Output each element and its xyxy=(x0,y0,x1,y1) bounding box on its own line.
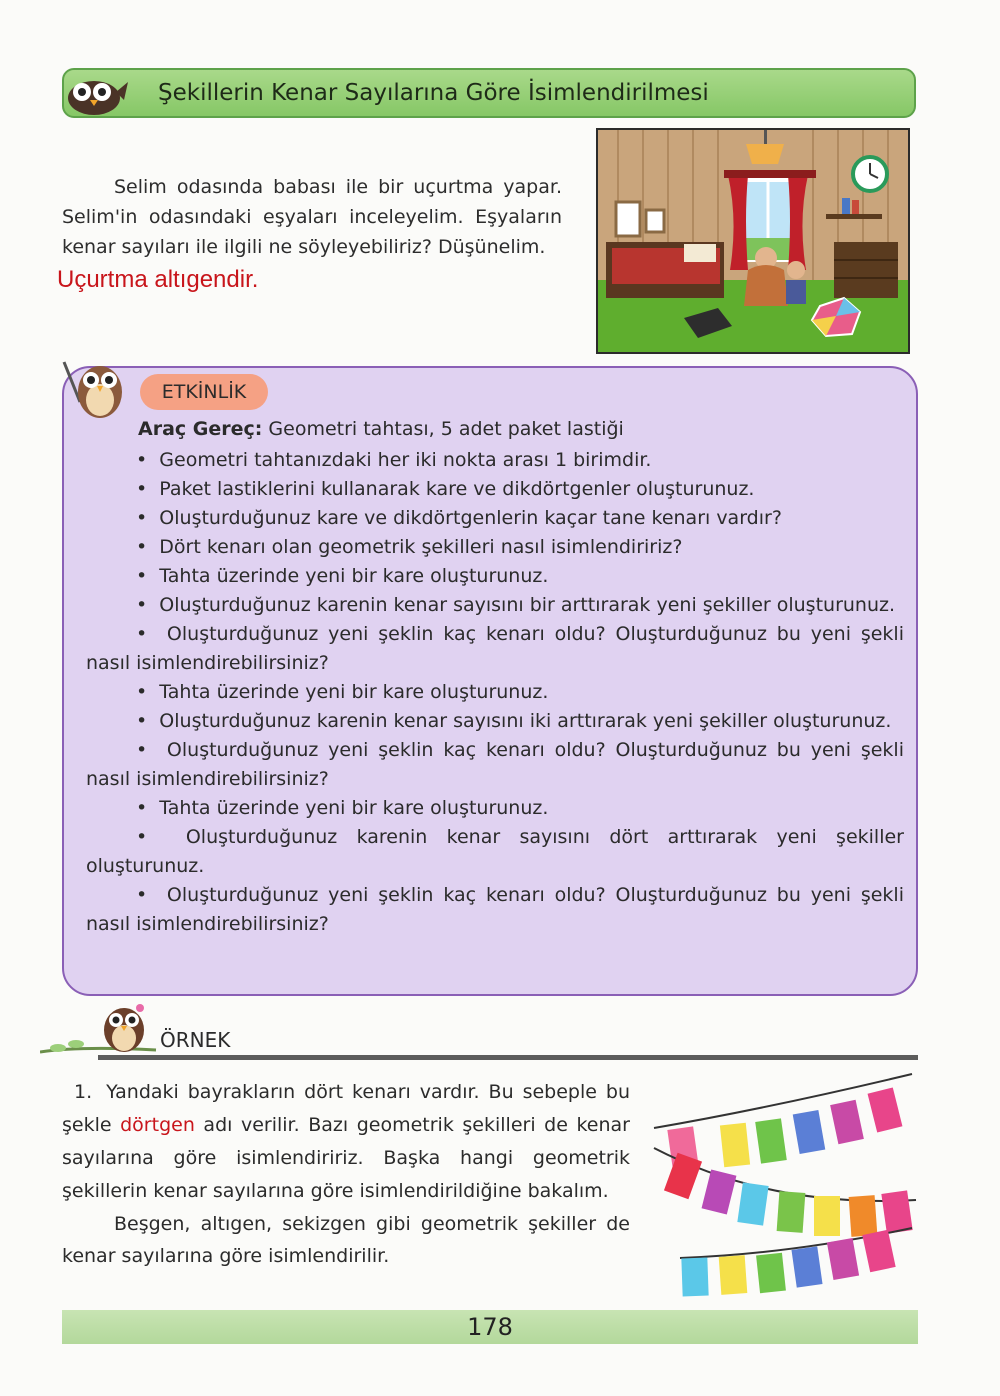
example-label: ÖRNEK xyxy=(160,1028,231,1052)
owl-with-pencil-icon xyxy=(58,352,138,422)
list-item: • Oluşturduğunuz karenin kenar sayısını bir arttırarak yeni şekiller oluşturunuz. xyxy=(86,591,904,620)
list-item: • Geometri tahtanızdaki her iki nokta arası 1 birimdir. xyxy=(86,446,904,475)
example-paragraph-2: Beşgen, altıgen, sekizgen gibi geometrik şekiller de kenar sayılarına göre isimlendirilir. xyxy=(62,1213,630,1267)
list-item: • Oluşturduğunuz yeni şeklin kaç kenarı oldu? Oluşturduğunuz bu yeni şekli nasıl isimlendirebilirsiniz? xyxy=(86,736,904,794)
example-number: 1. xyxy=(74,1081,93,1103)
answer-annotation: Uçurtma altıgendir. xyxy=(57,266,259,293)
example-text-part-1: Yandaki bayrakların dört kenarı vardır. Bu sebeple bu şekle xyxy=(62,1081,630,1136)
bedroom-scene-image xyxy=(598,130,908,352)
tools-label: Araç Gereç: xyxy=(138,418,263,440)
list-item: • Oluşturduğunuz yeni şeklin kaç kenarı oldu? Oluşturduğunuz bu yeni şekli nasıl isimlendirebilirsiniz? xyxy=(86,881,904,939)
page-number: 178 xyxy=(467,1313,513,1341)
owl-icon xyxy=(60,70,130,116)
list-item: • Oluşturduğunuz karenin kenar sayısını dört arttırarak yeni şekiller oluşturunuz. xyxy=(86,823,904,881)
list-item: • Tahta üzerinde yeni bir kare oluşturunuz. xyxy=(86,678,904,707)
room-illustration xyxy=(596,128,910,354)
activity-label-badge: ETKİNLİK xyxy=(140,374,268,410)
list-item: • Tahta üzerinde yeni bir kare oluşturunuz. xyxy=(86,794,904,823)
example-text-part-2: adı verilir. Bazı geometrik şekilleri de kenar sayılarına göre isimlendiririz. Başka hangi geometrik şekillerin kenar sayılarına göre isimlendirildiğine bakalım. xyxy=(62,1114,630,1202)
list-item: • Oluşturduğunuz kare ve dikdörtgenlerin kaçar tane kenarı vardır? xyxy=(86,504,904,533)
page-title: Şekillerin Kenar Sayılarına Göre İsimlendirilmesi xyxy=(158,80,709,106)
highlighted-term: dörtgen xyxy=(120,1114,195,1136)
tools-line xyxy=(138,418,624,440)
bunting-flags-illustration xyxy=(650,1068,918,1300)
activity-steps-list xyxy=(86,446,904,939)
list-item: • Oluşturduğunuz yeni şeklin kaç kenarı oldu? Oluşturduğunuz bu yeni şekli nasıl isimlendirebilirsiniz? xyxy=(86,620,904,678)
example-body xyxy=(62,1076,630,1272)
tools-value: Geometri tahtası, 5 adet paket lastiği xyxy=(262,418,624,440)
example-divider xyxy=(98,1055,918,1060)
list-item: • Dört kenarı olan geometrik şekilleri nasıl isimlendiririz? xyxy=(86,533,904,562)
example-paragraph-1 xyxy=(62,1076,630,1208)
intro-paragraph xyxy=(62,172,562,262)
list-item: • Tahta üzerinde yeni bir kare oluşturunuz. xyxy=(86,562,904,591)
list-item: • Paket lastiklerini kullanarak kare ve dikdörtgenler oluşturunuz. xyxy=(86,475,904,504)
intro-text: Selim odasında babası ile bir uçurtma yapar. Selim'in odasındaki eşyaları inceleyelim. Eşyaların kenar sayıları ile ilgili ne söyleyebiliriz? Düşünelim. xyxy=(62,176,562,258)
list-item: • Oluşturduğunuz karenin kenar sayısını iki arttırarak yeni şekiller oluşturunuz. xyxy=(86,707,904,736)
